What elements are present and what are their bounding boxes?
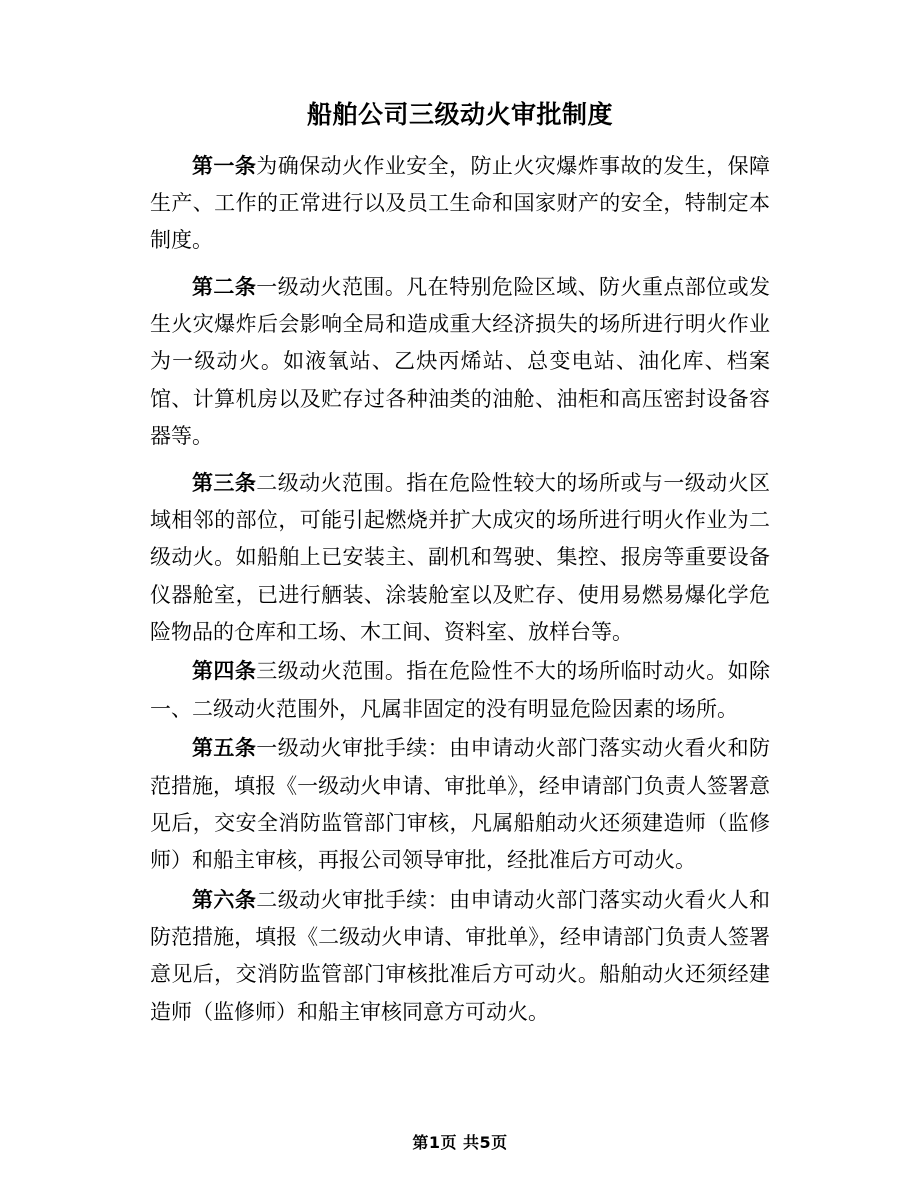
paragraph-3 (150, 465, 770, 652)
clause-text-4: 三级动火范围。指在危险性不大的场所临时动火。如除一、二级动火范围外，凡属非固定的没有明显危险因素的场所。 (150, 659, 771, 721)
clause-label-2: 第二条 (192, 274, 257, 299)
page-footer: 第1页 共5页 (412, 1133, 508, 1152)
paragraph-4 (150, 653, 770, 728)
clause-label-4: 第四条 (192, 659, 257, 684)
paragraph-6 (150, 882, 770, 1032)
clause-text-3: 二级动火范围。指在危险性较大的场所或与一级动火区域相邻的部位，可能引起燃烧并扩大成灾的场所进行明火作业为二级动火。如船舶上已安装主、副机和驾驶、集控、报房等重要设备仪器舱室，已进行舾装、涂装舱室以及贮存、使用易燃易爆化学危险物品的仓库和工场、木工间、资料室、放样台等。 (150, 470, 771, 644)
clause-label-5: 第五条 (192, 736, 257, 761)
clause-text-1: 为确保动火作业安全，防止火灾爆炸事故的发生，保障生产、工作的正常进行以及员工生命和国家财产的安全，特制定本制度。 (150, 153, 771, 253)
paragraph-2 (150, 269, 770, 456)
clause-text-5: 一级动火审批手续：由申请动火部门落实动火看火和防范措施，填报《一级动火申请、审批单》，经申请部门负责人签署意见后，交安全消防监管部门审核，凡属船舶动火还须建造师（监修师）和船主审核，再报公司领导审批，经批准后方可动火。 (150, 736, 771, 873)
clause-label-6: 第六条 (192, 887, 257, 912)
paragraph-1 (150, 148, 770, 260)
paragraph-5 (150, 730, 770, 880)
clause-text-6: 二级动火审批手续：由申请动火部门落实动火看火人和防范措施，填报《二级动火申请、审批单》，经申请部门负责人签署意见后，交消防监管部门审核批准后方可动火。船舶动火还须经建造师（监修师）和船主审核同意方可动火。 (150, 887, 771, 1024)
clause-text-2: 一级动火范围。凡在特别危险区域、防火重点部位或发生火灾爆炸后会影响全局和造成重大经济损失的场所进行明火作业为一级动火。如液氧站、乙炔丙烯站、总变电站、油化库、档案馆、计算机房以及贮存过各种油类的油舱、油柜和高压密封设备容器等。 (150, 274, 771, 449)
clause-label-3: 第三条 (192, 470, 257, 495)
clause-label-1: 第一条 (192, 153, 257, 178)
page-title: 船舶公司三级动火审批制度 (306, 100, 613, 129)
